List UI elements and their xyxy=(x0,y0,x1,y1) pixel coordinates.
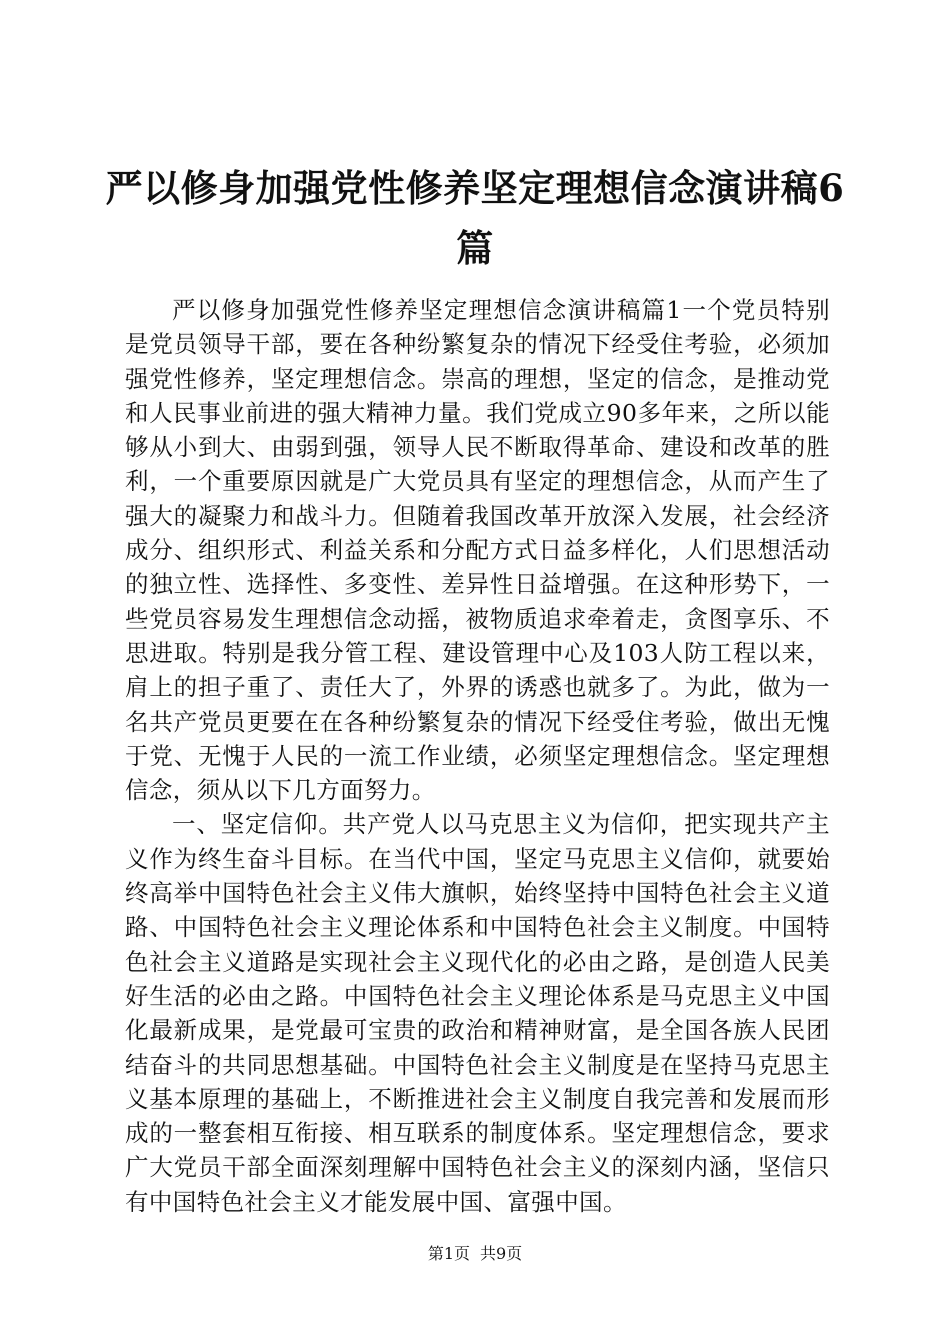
page-footer xyxy=(0,1243,950,1265)
document-title: 严以修身加强党性修养坚定理想信念演讲稿6篇 xyxy=(105,166,845,270)
paragraph-intro: 严以修身加强党性修养坚定理想信念演讲稿篇1一个党员特别是党员领导干部，要在各种纷繁复杂的情况下经受住考验，必须加强党性修养，坚定理想信念。崇高的理想，坚定的信念，是推动党和人民事业前进的强大精神力量。我们党成立90多年来，之所以能够从小到大、由弱到强，领导人民不断取得革命、建设和改革的胜利，一个重要原因就是广大党员具有坚定的理想信念，从而产生了强大的凝聚力和战斗力。但随着我国改革开放深入发展，社会经济成分、组织形式、利益关系和分配方式日益多样化，人们思想活动的独立性、选择性、多变性、差异性日益增强。在这种形势下，一些党员容易发生理想信念动摇，被物质追求牵着走，贪图享乐、不思进取。特别是我分管工程、建设管理中心及103人防工程以来，肩上的担子重了、责任大了，外界的诱惑也就多了。为此，做为一名共产党员更要在在各种纷繁复杂的情况下经受住考验，做出无愧于党、无愧于人民的一流工作业绩，必须坚定理想信念。坚定理想信念，须从以下几方面努力。 xyxy=(125,296,830,805)
page-total: 共9页 xyxy=(480,1244,523,1263)
page-number: 第1页 xyxy=(427,1244,470,1263)
document-body xyxy=(125,293,830,1219)
paragraph-section-one: 一、坚定信仰。共产党人以马克思主义为信仰，把实现共产主义作为终生奋斗目标。在当代中国，坚定马克思主义信仰，就要始终高举中国特色社会主义伟大旗帜，始终坚持中国特色社会主义道路、中国特色社会主义理论体系和中国特色社会主义制度。中国特色社会主义道路是实现社会主义现代化的必由之路，是创造人民美好生活的必由之路。中国特色社会主义理论体系是马克思主义中国化最新成果，是党最可宝贵的政治和精神财富，是全国各族人民团结奋斗的共同思想基础。中国特色社会主义制度是在坚持马克思主义基本原理的基础上，不断推进社会主义制度自我完善和发展而形成的一整套相互衔接、相互联系的制度体系。坚定理想信念，要求广大党员干部全面深刻理解中国特色社会主义的深刻内涵，坚信只有中国特色社会主义才能发展中国、富强中国。 xyxy=(125,810,830,1216)
